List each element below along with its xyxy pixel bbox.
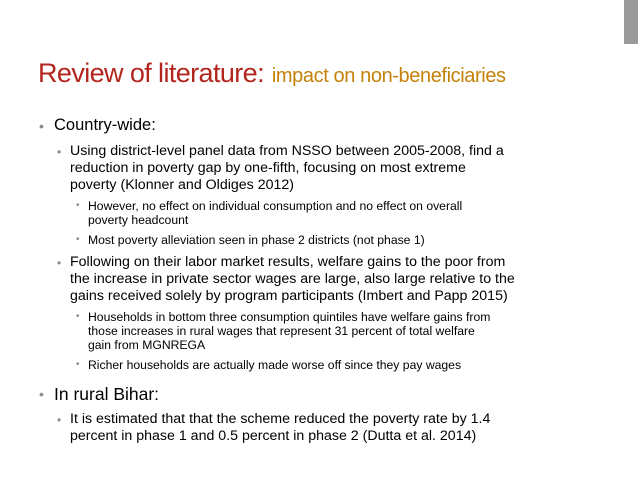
point-text-line: percent in phase 1 and 0.5 percent in phase 2 (Dutta et al. 2014) (70, 428, 477, 444)
subpoint-text-line: those increases in rural wages that represent 31 percent of total welfare (88, 324, 475, 338)
subpoint-text-line: Households in bottom three consumption quintiles have welfare gains from (88, 310, 491, 324)
point-text-line: gains received solely by program participants (Imbert and Papp 2015) (70, 288, 508, 304)
subpoint-text-line: poverty headcount (88, 213, 189, 227)
corner-accent-bar (624, 0, 638, 44)
bullet-icon: • (76, 200, 80, 211)
subpoint-text-line: gain from MGNREGA (88, 338, 206, 352)
point-text-line: reduction in poverty gap by one-fifth, focusing on most extreme (70, 160, 466, 176)
point-text-line: It is estimated that that the scheme reduced the poverty rate by 1.4 (70, 411, 491, 427)
point-text-line: Using district-level panel data from NSSO between 2005-2008, find a (70, 143, 504, 159)
section-heading-rural-bihar: In rural Bihar: (54, 384, 160, 404)
slide-title (38, 58, 506, 89)
subpoint-text-line: However, no effect on individual consumption and no effect on overall (88, 199, 463, 213)
point-text-line: the increase in private sector wages are large, also large relative to the (70, 271, 515, 287)
bullet-icon: • (39, 118, 44, 134)
subpoint-text-line: Most poverty alleviation seen in phase 2 districts (not phase 1) (88, 233, 425, 247)
title-main: Review of literature: (38, 58, 264, 88)
bullet-icon: • (39, 386, 44, 402)
point-text-line: poverty (Klonner and Oldiges 2012) (70, 177, 294, 193)
bullet-icon: • (76, 359, 80, 370)
bullet-icon: • (76, 234, 80, 245)
bullet-icon: • (57, 256, 62, 270)
bullet-icon: • (57, 413, 62, 427)
subpoint-text-line: Richer households are actually made worse off since they pay wages (88, 358, 462, 372)
bullet-icon: • (57, 145, 62, 159)
title-subtitle: impact on non-beneficiaries (271, 65, 506, 87)
section-heading-country-wide: Country-wide: (54, 116, 156, 134)
point-text-line: Following on their labor market results, welfare gains to the poor from (70, 254, 506, 270)
bullet-icon: • (76, 311, 80, 322)
